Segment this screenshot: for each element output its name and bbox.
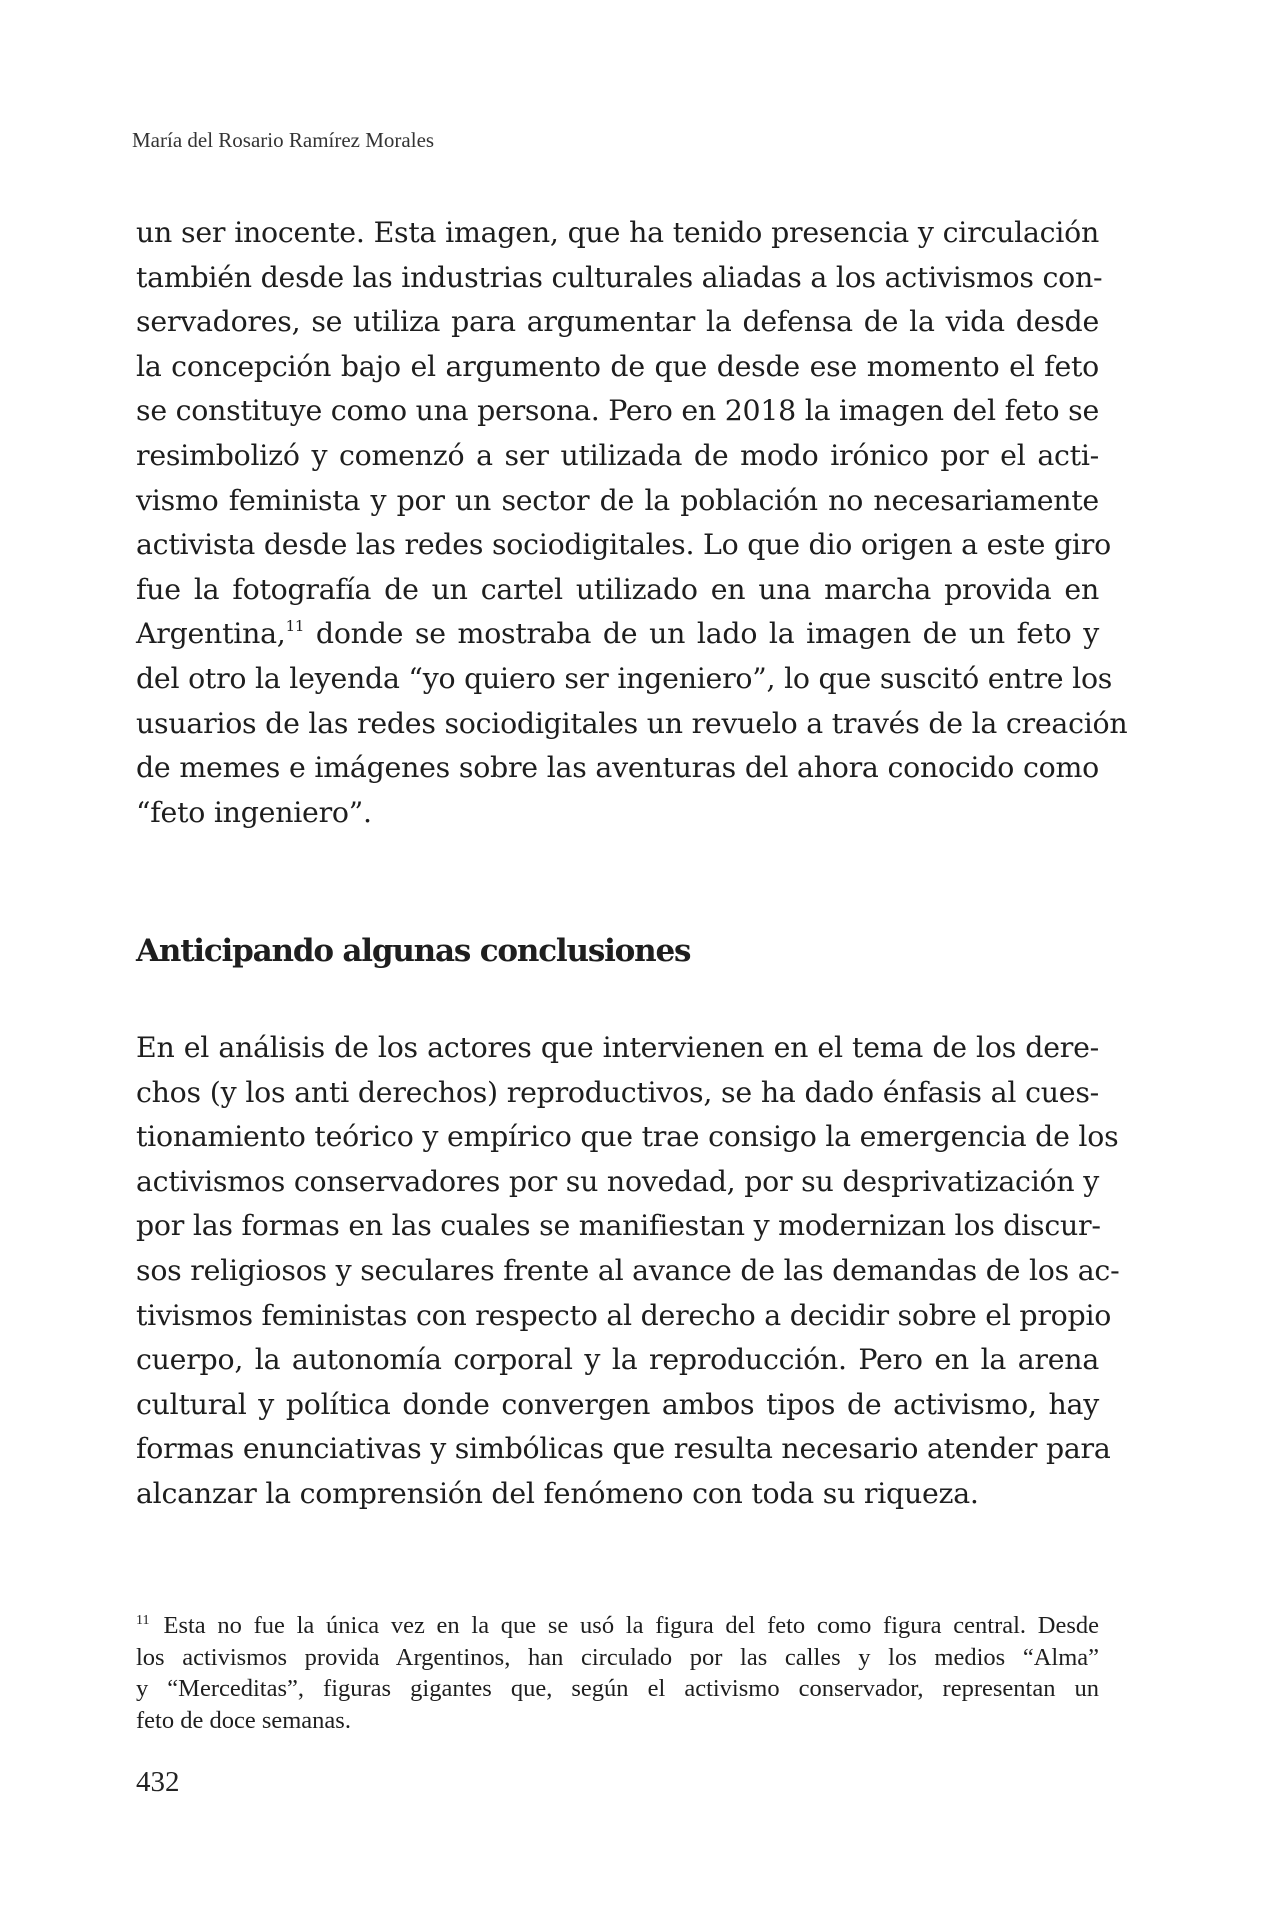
footnote-number: 11 [136,1613,150,1628]
text-fragment: Argentina, [136,617,286,651]
text-line: sos religiosos y seculares frente al avance de las demandas de los ac- [136,1253,1120,1287]
text-line: formas enunciativas y simbólicas que resulta necesario atender para [136,1432,1111,1466]
footnote-text: Esta no fue la única vez en la que se usó la figura del feto como figura central. Desde [163,1612,1099,1639]
footnote-line: feto de doce semanas. [136,1706,351,1734]
text-line: vismo feminista y por un sector de la población no necesariamente [136,483,1099,517]
text-line: servadores, se utiliza para argumentar la defensa de la vida desde [136,305,1099,339]
text-line: tivismos feministas con respecto al derecho a decidir sobre el propio [136,1298,1112,1332]
text-line: tionamiento teórico y empírico que trae consigo la emergencia de los [136,1120,1119,1154]
text-line: activista desde las redes sociodigitales. Lo que dio origen a este giro [136,528,1111,562]
footnote-line [136,1610,1099,1642]
text-line: cuerpo, la autonomía corporal y la reproducción. Pero en la arena [136,1343,1099,1377]
text-line: resimbolizó y comenzó a ser utilizada de modo irónico por el acti- [136,438,1099,472]
text-line: fue la fotografía de un cartel utilizado en una marcha provida en [136,572,1099,606]
text-line: también desde las industrias culturales aliadas a los activismos con- [136,260,1103,294]
text-line: cultural y política donde convergen ambos tipos de activismo, hay [136,1387,1099,1421]
text-line: un ser inocente. Esta imagen, que ha tenido presencia y circulación [136,216,1099,249]
text-line: En el análisis de los actores que intervienen en el tema de los dere- [136,1031,1099,1064]
text-fragment: donde se mostraba de un lado la imagen de un feto y [304,617,1099,651]
body-paragraph-2 [136,1026,1120,1517]
footnote-line: los activismos provida Argentinos, han circulado por las calles y los medios “Alma” [136,1643,1099,1671]
footnote-reference[interactable]: 11 [285,617,305,636]
text-line-with-footnote [136,612,1099,657]
text-line: por las formas en las cuales se manifiestan y modernizan los discur- [136,1209,1101,1243]
text-line: usuarios de las redes sociodigitales un revuelo a través de la creación [136,706,1128,740]
text-line: “feto ingeniero”. [136,795,372,829]
text-line: se constituye como una persona. Pero en 2018 la imagen del feto se [136,394,1100,428]
text-line: de memes e imágenes sobre las aventuras del ahora conocido como [136,751,1099,785]
text-line: activismos conservadores por su novedad, por su desprivatización y [136,1164,1099,1198]
section-heading: Anticipando algunas conclusiones [136,933,691,969]
footnote [136,1610,1099,1736]
text-line: la concepción bajo el argumento de que desde ese momento el feto [136,349,1099,383]
text-line: chos (y los anti derechos) reproductivos, se ha dado énfasis al cues- [136,1075,1099,1109]
body-paragraph-1 [136,211,1128,835]
page-number: 432 [136,1766,180,1798]
running-head-author: María del Rosario Ramírez Morales [132,128,435,152]
text-line: del otro la leyenda “yo quiero ser ingeniero”, lo que suscitó entre los [136,661,1113,695]
footnote-line: y “Merceditas”, figuras gigantes que, según el activismo conservador, representan un [136,1675,1099,1702]
text-line: alcanzar la comprensión del fenómeno con toda su riqueza. [136,1476,979,1510]
